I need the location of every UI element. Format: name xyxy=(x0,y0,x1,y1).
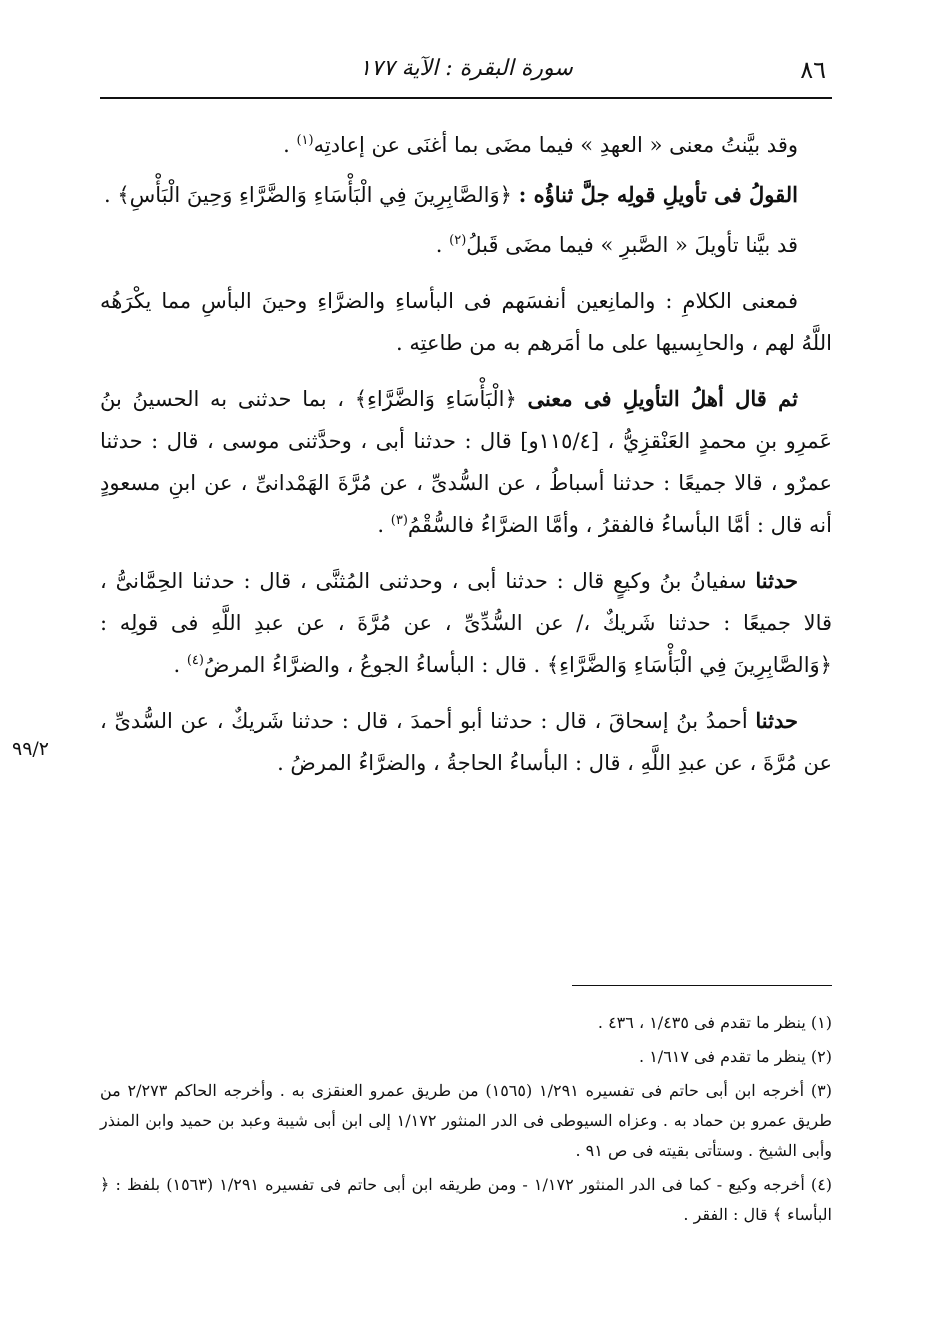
paragraph xyxy=(100,124,832,166)
footnote: (١) ينظر ما تقدم فى ١/٤٣٥ ، ٤٣٦ . xyxy=(597,1013,832,1032)
paragraph-text: سفيانُ بنُ وكيعٍ قال : حدثنا أبى ، وحدثنى المُثنَّى ، قال : حدثنا الحِمَّانىُّ ، قالا جميعًا : حدثنا شَريكٌ ،/ عن السُّدِّىِّ ، عن مُرَّةَ ، عن عبدِ اللَّهِ فى قولِه : ﴿وَالصَّابِرِينَ فِي الْبَأْسَاءِ وَالضَّرَّاءِ﴾ . قال : البأساءُ الجوعُ ، والضرَّاءُ المرضُ xyxy=(100,569,832,677)
paragraph-lead: حدثنا xyxy=(755,568,798,593)
paragraph-lead: ثم قال أهلُ التأويلِ فى معنى xyxy=(527,386,798,411)
paragraph-tail: . xyxy=(173,653,187,677)
footnote-marker[interactable]: (٤) xyxy=(186,653,204,668)
footnote: (٢) ينظر ما تقدم فى ١/٦١٧ . xyxy=(639,1047,832,1066)
paragraph xyxy=(100,560,832,686)
running-header xyxy=(100,56,832,96)
header-divider xyxy=(100,97,832,99)
paragraph xyxy=(100,224,832,266)
paragraph-text: ﴿وَالصَّابِرِينَ فِي الْبَأْسَاءِ وَالضَّرَّاءِ وَحِينَ الْبَأْسِ﴾ . xyxy=(104,183,519,207)
footnote-marker[interactable]: (١) xyxy=(296,133,314,148)
running-title: سورة البقرة : الآية ١٧٧ xyxy=(359,56,573,81)
footnote-divider xyxy=(572,985,832,986)
paragraph xyxy=(100,280,832,364)
paragraph xyxy=(100,700,832,784)
paragraph xyxy=(100,174,832,216)
margin-reference: ٩٩/٢ xyxy=(12,738,50,760)
paragraph-text: أحمدُ بنُ إسحاقَ ، قال : حدثنا أبو أحمدَ ، قال : حدثنا شَريكٌ ، عن السُّدىِّ ، عن مُرَّةَ ، عن عبدِ اللَّهِ ، قال : البأساءُ الحاجةُ ، والضرَّاءُ المرضُ . xyxy=(100,709,832,775)
paragraph-lead: حدثنا xyxy=(755,708,798,733)
footnote-marker[interactable]: (٣) xyxy=(390,513,408,528)
paragraph-text: ﴿الْبَأْسَاءِ وَالضَّرَّاءِ﴾ ، بما حدثنى به الحسينُ بنُ عَمرِو بنِ محمدٍ العَنْقزِيُّ ، [١١٥/٤و] قال : حدثنا أبى ، وحدَّثنى موسى ، قال : حدثنا عمرٌو ، قالا جميعًا : حدثنا أسباطُ ، عن السُّدىِّ ، عن مُرَّةَ الهَمْدانىِّ ، عن ابنِ مسعودٍ أنه قال : أمَّا البأساءُ فالفقرُ ، وأمَّا الضرَّاءُ فالسُّقْمُ xyxy=(100,387,832,537)
page-number: ٨٦ xyxy=(800,56,826,84)
footnote-marker[interactable]: (٢) xyxy=(449,233,467,248)
paragraph-tail: . xyxy=(435,233,450,257)
footnotes xyxy=(100,1008,832,1234)
paragraph-tail: . xyxy=(377,513,391,537)
paragraph-text: فمعنى الكلامِ : والمانِعين أنفسَهم فى البأساءِ والضرَّاءِ وحينَ البأسِ مما يكْرَهُه اللَّهُ لهم ، والحابِسيها على ما أمَرهم به من طاعتِه . xyxy=(100,289,832,355)
paragraph-text: وقد بيَّنتُ معنى « العهدِ » فيما مضَى بما أغنَى عن إعادتِه xyxy=(313,133,798,157)
paragraph xyxy=(100,378,832,546)
paragraph-text: قد بيَّنا تأويلَ « الصَّبرِ » فيما مضَى قَبلُ xyxy=(466,233,798,257)
main-text xyxy=(100,124,832,798)
paragraph-lead: القولُ فى تأويلِ قولِه جلَّ ثناؤُه : xyxy=(518,182,798,207)
footnote: (٣) أخرجه ابن أبى حاتم فى تفسيره ١/٢٩١ (١٥٦٥) من طريق عمرو العنقزى به . وأخرجه الحاكم ٢/٢٧٣ من طريق عمرو بن حماد به . وعزاه السيوطى فى الدر المنثور ١/١٧٢ إلى ابن أبى شيبة وعبد بن حميد وابن المنذر وأبى الشيخ . وستأتى بقيته فى ص ٩١ . xyxy=(100,1081,832,1160)
footnote: (٤) أخرجه وكيع - كما فى الدر المنثور ١/١٧٢ - ومن طريقه ابن أبى حاتم فى تفسيره ١/٢٩١ (١٥٦٣) بلفظ : ﴿ البأساء ﴾ قال : الفقر . xyxy=(100,1175,833,1224)
paragraph-tail: . xyxy=(283,133,297,157)
